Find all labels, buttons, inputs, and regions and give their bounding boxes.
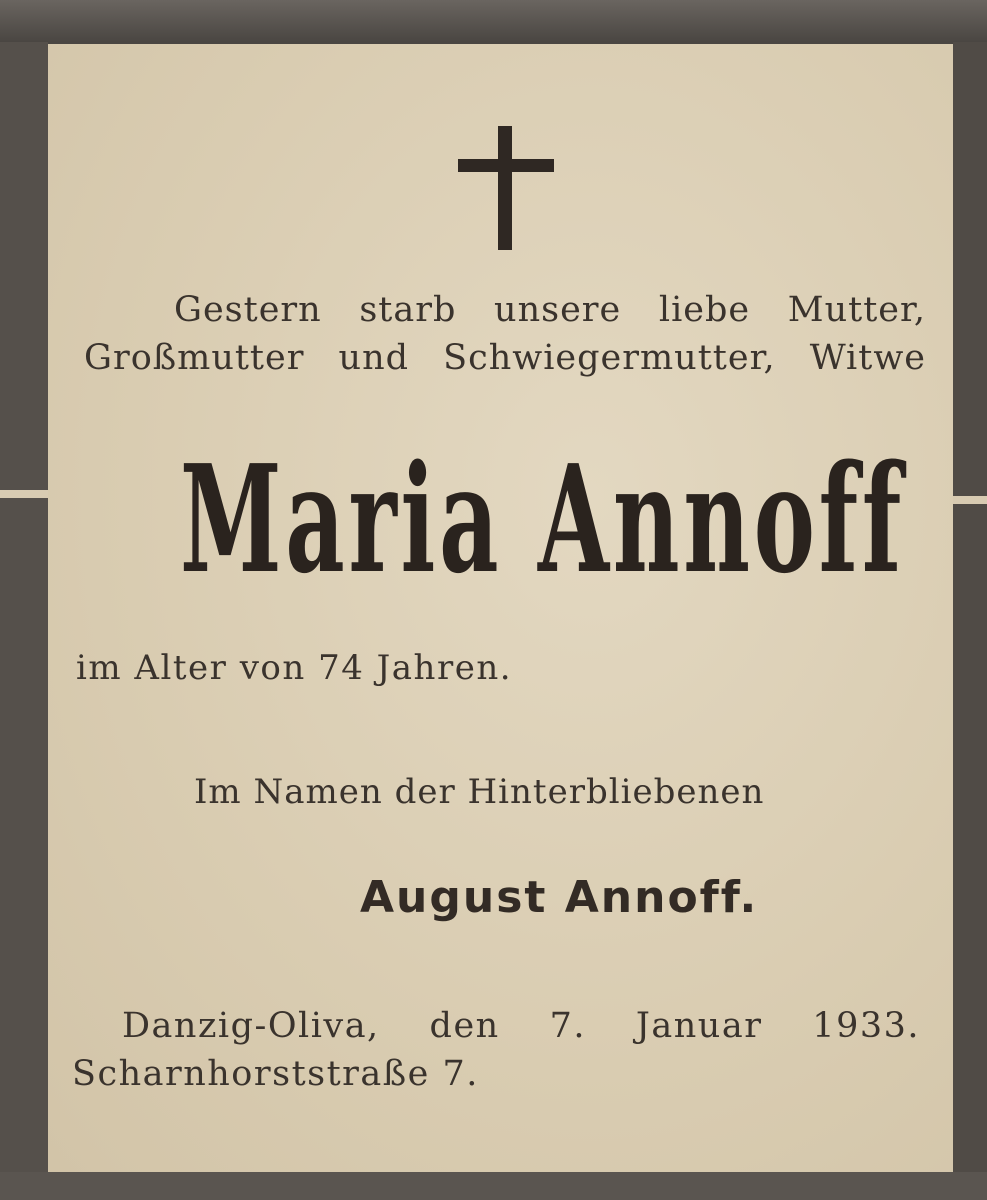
- page-edge-top: [0, 0, 987, 42]
- column-divider-left: [0, 490, 48, 498]
- page-edge-bottom: [0, 1172, 987, 1200]
- page-edge-left: [0, 42, 48, 1172]
- cross-icon: [458, 126, 554, 250]
- page-edge-right: [953, 42, 987, 1172]
- deceased-name: Maria Annoff: [180, 432, 906, 606]
- street-address: Scharnhorststraße 7.: [72, 1054, 479, 1094]
- behalf-line: Im Namen der Hinterbliebenen: [194, 772, 765, 812]
- place-and-date: Danzig-Oliva, den 7. Januar 1933.: [122, 1006, 920, 1046]
- intro-line-1: Gestern starb unsere liebe Mutter,: [174, 290, 926, 330]
- column-divider-right: [953, 496, 987, 504]
- death-notice: [48, 44, 953, 1172]
- age-line: im Alter von 74 Jahren.: [76, 648, 513, 688]
- intro-line-2: Großmutter und Schwiegermutter, Witwe: [84, 338, 926, 378]
- signer-name: August Annoff.: [360, 872, 759, 923]
